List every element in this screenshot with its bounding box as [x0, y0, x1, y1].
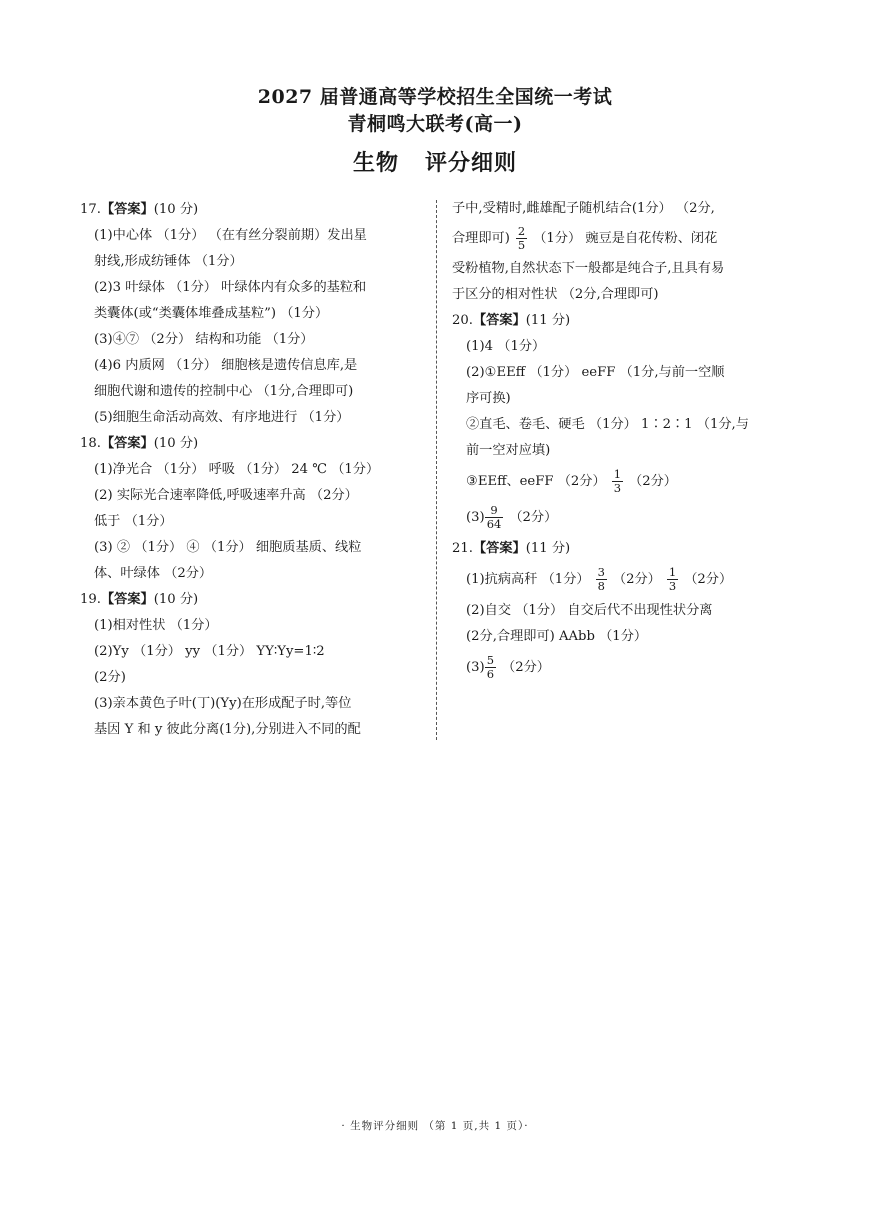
fraction-numerator: 1: [668, 565, 677, 579]
fraction: [596, 566, 607, 593]
text-segment: （1分） 豌豆是自花传粉、闭花: [533, 231, 718, 246]
answer-tag: 【答案】: [100, 202, 154, 217]
fraction-denominator: 3: [613, 481, 622, 495]
fraction: [516, 225, 527, 252]
exam-subtitle: 青桐鸣大联考(高一): [347, 113, 523, 135]
question-score: (10 分): [153, 202, 199, 217]
q20-line-2: (2)①EEff （1分） eeFF （1分,与前一空顺: [466, 365, 725, 380]
text-segment: (1)抗病高秆 （1分）: [466, 572, 590, 587]
q17-line-8: (5)细胞生命活动高效、有序地进行 （1分）: [94, 410, 350, 425]
doc-heading: [0, 146, 870, 177]
question-number: 17.: [80, 202, 101, 217]
question-score: (10 分): [153, 436, 199, 451]
q18-line-5: 体、叶绿体 （2分）: [94, 566, 213, 581]
exam-title: 2027 届普通高等学校招生全国统一考试: [257, 86, 613, 108]
fraction-denominator: 64: [486, 517, 502, 531]
q20-line-5: 前一空对应填): [466, 443, 551, 458]
q17-line-2: 射线,形成纺锤体 （1分）: [94, 254, 243, 269]
question-number: 20.: [452, 313, 473, 328]
question-score: (11 分): [525, 313, 571, 328]
text-segment: 合理即可): [452, 231, 510, 246]
q20-line-4: ②直毛、卷毛、硬毛 （1分） 1∶2∶1 （1分,与: [466, 417, 749, 432]
q17-line-7: 细胞代谢和遗传的控制中心 （1分,合理即可): [94, 384, 354, 399]
q17-line-1: (1)中心体 （1分） （在有丝分裂前期）发出星: [94, 228, 367, 243]
q18-line-1: (1)净光合 （1分） 呼吸 （1分） 24 ℃ （1分）: [94, 462, 380, 477]
q19-line-5: 基因 Y 和 y 彼此分离(1分),分别进入不同的配: [94, 722, 361, 737]
fraction: [485, 504, 504, 531]
q18-line-4: (3) ② （1分） ④ （1分） 细胞质基质、线粒: [94, 540, 362, 555]
fraction-numerator: 9: [485, 504, 504, 518]
fraction-numerator: 3: [597, 565, 605, 579]
page-footer: · 生物评分细则 （第 1 页,共 1 页）·: [341, 1120, 529, 1132]
text-segment: （2分）: [509, 510, 558, 525]
q18-header: [80, 431, 425, 457]
text-segment: (3): [466, 510, 485, 525]
text-segment: （2分）: [502, 660, 550, 675]
q19-line-2: (2)Yy （1分） yy （1分） YY∶Yy=1∶2: [94, 644, 325, 659]
question-number: 19.: [80, 592, 101, 607]
q20-header: [452, 308, 797, 334]
q20-line-1: (1)4 （1分）: [466, 339, 546, 354]
column-divider: [436, 200, 437, 740]
text-segment: （2分）: [612, 572, 661, 587]
doc-type-label: 评分细则: [425, 150, 518, 176]
q17-line-6: (4)6 内质网 （1分） 细胞核是遗传信息库,是: [94, 358, 358, 373]
question-number: 21.: [452, 541, 473, 556]
text-segment: （2分）: [629, 474, 677, 489]
fraction-denominator: 3: [668, 579, 677, 593]
q20-line-6: [452, 464, 797, 500]
q21-line-1: [452, 562, 797, 598]
text-segment: ③EEff、eeFF （2分）: [466, 474, 606, 489]
q21-header: [452, 536, 797, 562]
answer-tag: 【答案】: [100, 592, 154, 607]
fraction: [612, 468, 623, 495]
question-number: 18.: [80, 436, 101, 451]
answer-tag: 【答案】: [472, 541, 526, 556]
q19-cont-line-3: 受粉植物,自然状态下一般都是纯合子,且具有易: [452, 261, 725, 276]
fraction-numerator: 2: [517, 224, 526, 238]
q19-header: [80, 587, 425, 613]
q19-cont-line-4: 于区分的相对性状 （2分,合理即可): [452, 287, 659, 302]
question-score: (10 分): [153, 592, 199, 607]
fraction-numerator: 1: [613, 467, 622, 481]
q17-header: [80, 197, 425, 223]
q20-line-7: [452, 500, 797, 536]
q17-line-3: (2)3 叶绿体 （1分） 叶绿体内有众多的基粒和: [94, 280, 367, 295]
q19-line-3: (2分): [94, 670, 126, 685]
right-column: [452, 196, 797, 686]
fraction-denominator: 6: [486, 667, 495, 681]
subject-label: 生物: [352, 150, 399, 176]
text-segment: （2分）: [684, 572, 733, 587]
q19-line-4: (3)亲本黄色子叶(丁)(Yy)在形成配子时,等位: [94, 696, 352, 711]
q17-line-4: 类囊体(或“类囊体堆叠成基粒”) （1分）: [94, 306, 329, 321]
q17-line-5: (3)④⑦ （2分） 结构和功能 （1分）: [94, 332, 314, 347]
q21-line-3: (2分,合理即可) AAbb （1分）: [466, 629, 648, 644]
q18-line-3: 低于 （1分）: [94, 514, 173, 529]
q18-line-2: (2) 实际光合速率降低,呼吸速率升高 （2分）: [94, 488, 358, 503]
fraction-denominator: 8: [597, 579, 605, 593]
fraction-numerator: 5: [486, 653, 495, 667]
q21-line-2: (2)自交 （1分） 自交后代不出现性状分离: [466, 603, 713, 618]
q20-line-3: 序可换): [466, 391, 511, 406]
q19-cont-line-2: [452, 222, 797, 256]
text-segment: (3): [466, 660, 485, 675]
answer-tag: 【答案】: [472, 313, 526, 328]
q19-line-1: (1)相对性状 （1分）: [94, 618, 218, 633]
q21-line-4: [452, 650, 797, 686]
left-column: [80, 197, 425, 743]
fraction: [485, 654, 496, 681]
fraction: [667, 566, 678, 593]
question-score: (11 分): [525, 541, 571, 556]
fraction-denominator: 5: [517, 238, 526, 252]
answer-tag: 【答案】: [100, 436, 154, 451]
q19-cont-line-1: 子中,受精时,雌雄配子随机结合(1分） （2分,: [452, 201, 715, 216]
